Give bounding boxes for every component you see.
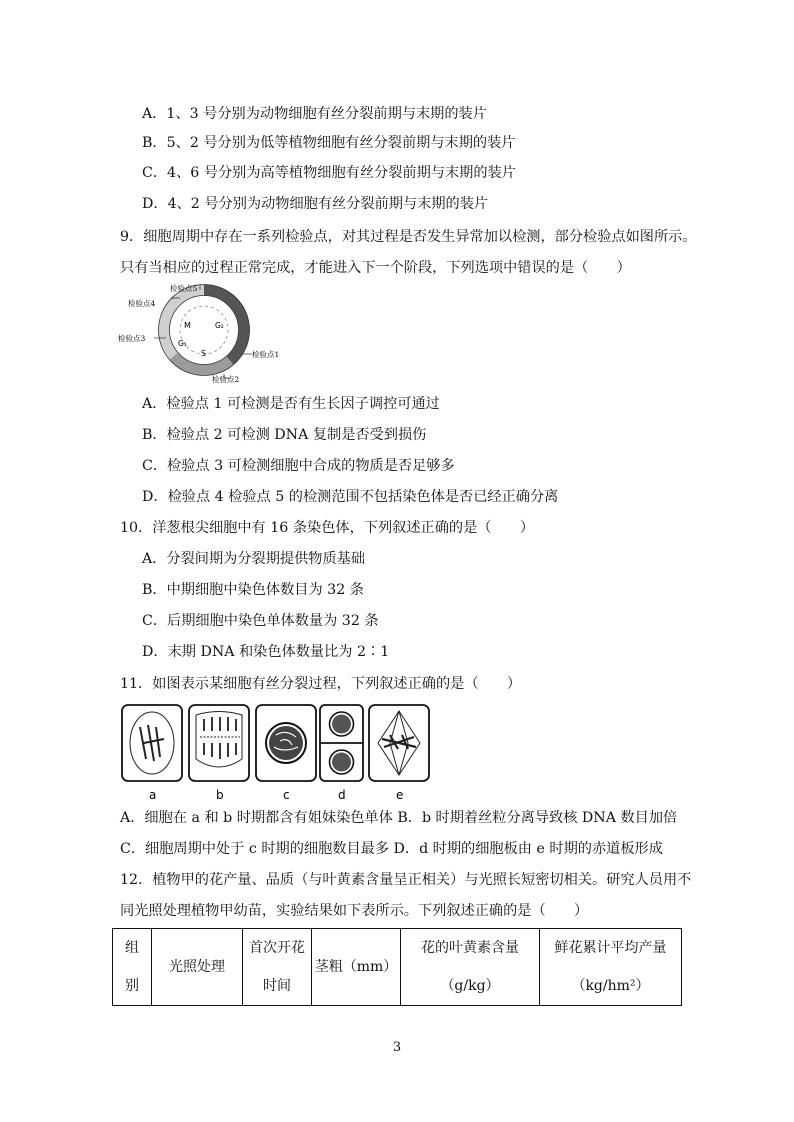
checkpoint-5-label: 检验点5 (170, 284, 198, 293)
header-group-line1: 组 (125, 940, 139, 956)
cell-label-b: b (216, 788, 224, 802)
q9-stem-line1: 9．细胞周期中存在一系列检验点，对其过程是否发生异常加以检测，部分检验点如图所示。 (120, 229, 697, 245)
table-header-row (113, 929, 682, 1006)
phase-g1: G₂ (215, 321, 224, 330)
q12-stem-line1: 12．植物甲的花产量、品质（与叶黄素含量呈正相关）与光照长短密切相关。研究人员用不 (120, 872, 692, 888)
header-first-flower (243, 929, 312, 1006)
q8-option-b: B．5、2 号分别为低等植物细胞有丝分裂前期与末期的装片 (142, 135, 516, 151)
checkpoint-2-label: 检验点2 (212, 375, 240, 384)
cell-cycle-diagram (118, 282, 288, 388)
q10-option-a: A．分裂间期为分裂期提供物质基础 (142, 551, 366, 567)
q9-option-d: D．检验点 4 检验点 5 的检测范围不包括染色体是否已经正确分离 (142, 489, 559, 505)
header-group (113, 929, 152, 1006)
q8-option-a: A．1、3 号分别为动物细胞有丝分裂前期与末期的装片 (142, 106, 487, 122)
phase-m: M (184, 321, 191, 330)
header-lutein-line2: （g/kg） (440, 978, 500, 994)
header-flower-line1: 首次开花 (249, 940, 305, 956)
page-number: 3 (392, 1040, 402, 1055)
q9-stem-line2: 只有当相应的过程正常完成，才能进入下一个阶段，下列选项中错误的是（ ） (120, 260, 631, 276)
q9-option-a: A．检验点 1 可检测是否有生长因子调控可通过 (142, 396, 440, 412)
header-light: 光照处理 (152, 929, 243, 1006)
mitosis-figure (120, 703, 432, 803)
q10-stem: 10．洋葱根尖细胞中有 16 条染色体，下列叙述正确的是（ ） (120, 520, 535, 536)
header-flower-line2: 时间 (263, 978, 291, 994)
header-yield-line1: 鲜花累计平均产量 (554, 940, 667, 956)
cell-label-a: a (149, 788, 157, 802)
phase-g2: G₁ (178, 339, 187, 348)
q12-stem-line2: 同光照处理植物甲幼苗，实验结果如下表所示。下列叙述正确的是（ ） (120, 903, 589, 919)
cell-label-e: e (396, 788, 404, 802)
checkpoint-4-label: 检验点4 (128, 299, 156, 308)
q10-option-b: B．中期细胞中染色体数目为 32 条 (142, 582, 364, 598)
q8-option-c: C．4、6 号分别为高等植物细胞有丝分裂前期与末期的装片 (142, 165, 516, 181)
checkpoint-3-label: 检验点3 (118, 334, 146, 343)
q11-options-line1: A．细胞在 a 和 b 时期都含有姐妹染色单体 B．b 时期着丝粒分离导致核 DNA 数目加倍 (120, 810, 678, 826)
cell-label-d: d (338, 788, 346, 802)
header-yield-line2: （kg/hm²） (571, 978, 650, 994)
q9-option-b: B．检验点 2 可检测 DNA 复制是否受到损伤 (142, 427, 427, 443)
q10-option-c: C．后期细胞中染色单体数量为 32 条 (142, 613, 379, 629)
header-lutein (401, 929, 540, 1006)
header-group-line2: 别 (125, 978, 139, 994)
s-arc (174, 356, 230, 370)
header-yield (540, 929, 682, 1006)
q9-option-c: C．检验点 3 可检测细胞中合成的物质是否足够多 (142, 458, 455, 474)
header-stem: 茎粗（mm） (312, 929, 401, 1006)
q8-option-d: D．4、2 号分别为动物细胞有丝分裂前期与末期的装片 (142, 196, 489, 212)
checkpoint-1-label: 检验点1 (252, 350, 280, 359)
header-lutein-line1: 花的叶黄素含量 (421, 940, 519, 956)
cell-b-frame (189, 705, 249, 781)
q11-options-line2: C．细胞周期中处于 c 时期的细胞数目最多 D．d 时期的细胞板由 e 时期的赤道板形成 (120, 841, 663, 857)
q12-results-table (112, 928, 682, 1006)
q10-option-d: D．末期 DNA 和染色体数量比为 2∶1 (142, 644, 390, 660)
phase-s: S (201, 349, 207, 358)
cell-label-c: c (283, 788, 290, 802)
q11-stem: 11．如图表示某细胞有丝分裂过程，下列叙述正确的是（ ） (120, 676, 522, 692)
